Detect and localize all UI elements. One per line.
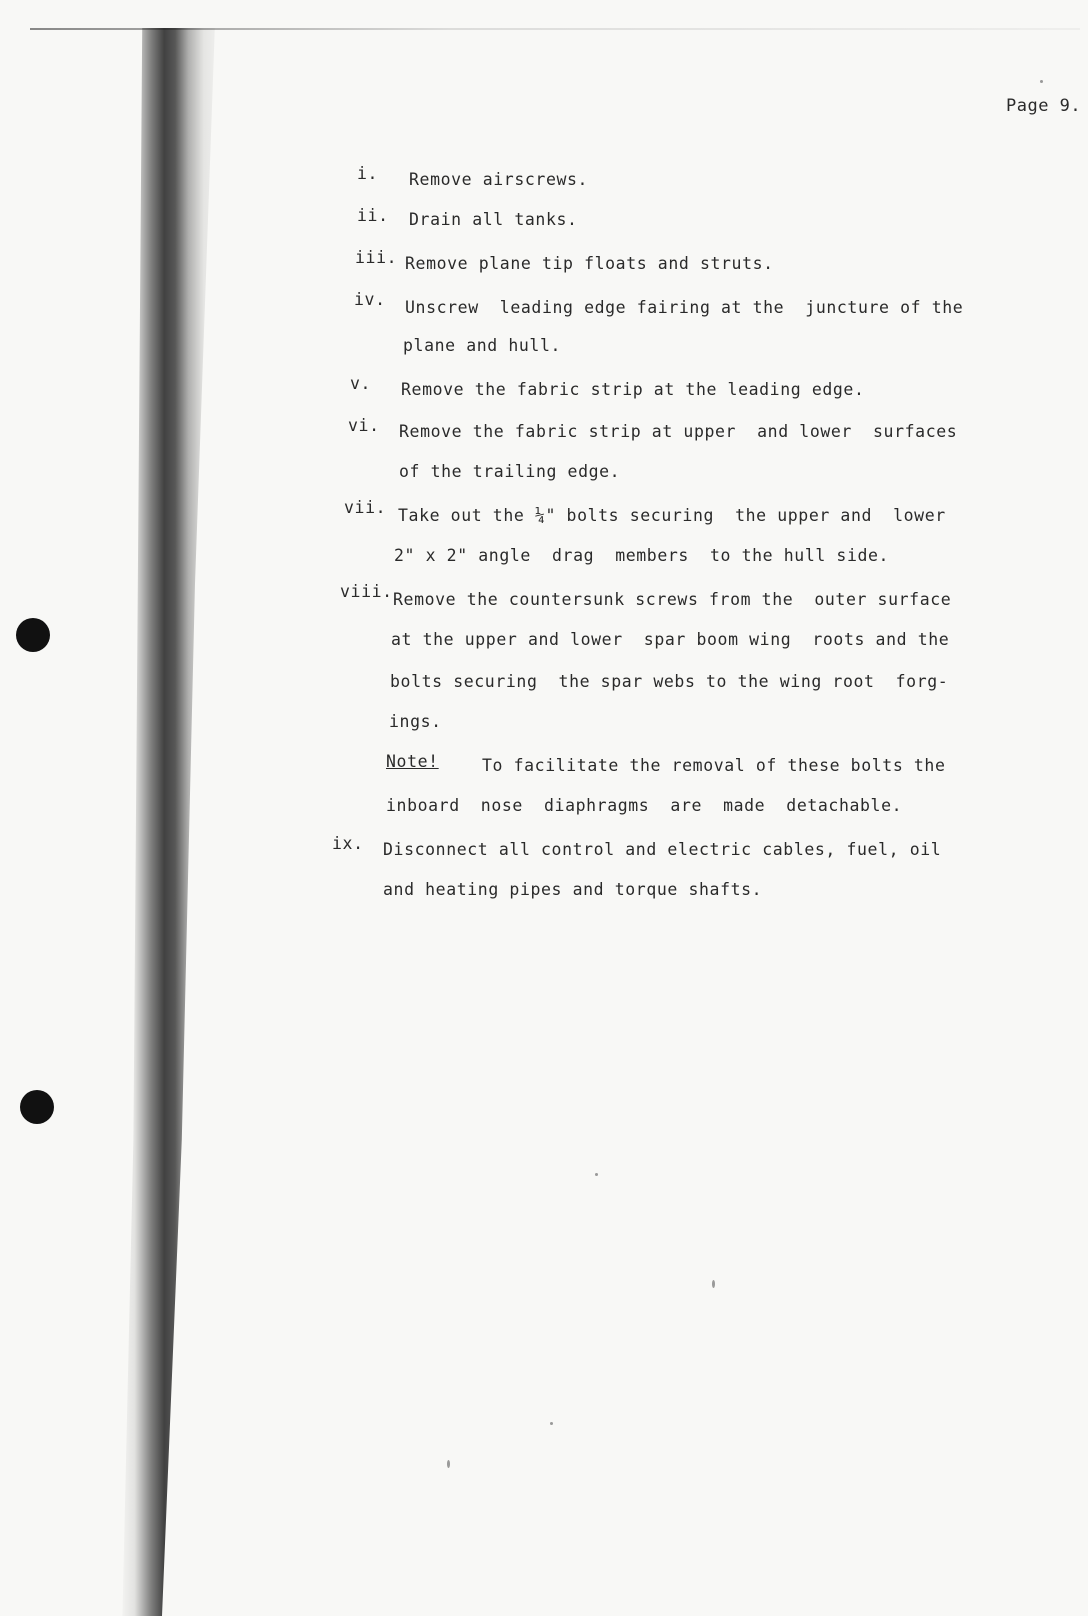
scan-speck: [595, 1173, 598, 1176]
item-text: 2" x 2" angle drag members to the hull side.: [394, 546, 890, 565]
scan-speck: [712, 1280, 715, 1288]
item-text: Unscrew leading edge fairing at the juncture of the: [405, 298, 964, 317]
scan-speck: [550, 1422, 553, 1425]
item-number: iii.: [355, 248, 398, 267]
item-text: Remove plane tip floats and struts.: [405, 254, 774, 273]
item-text: of the trailing edge.: [399, 462, 621, 481]
item-text: Remove the fabric strip at upper and lower surfaces: [399, 422, 958, 441]
page-number: Page 9.: [1006, 96, 1082, 116]
item-text: Take out the ¼" bolts securing the upper and lower: [398, 506, 946, 525]
item-text: Remove airscrews.: [409, 170, 589, 189]
note-text: inboard nose diaphragms are made detachable.: [386, 796, 903, 815]
scan-speck: [1040, 80, 1043, 83]
item-number: ix.: [332, 834, 364, 853]
item-number: iv.: [354, 290, 386, 309]
item-number: i.: [357, 164, 379, 183]
item-number: vii.: [344, 498, 387, 517]
item-number: viii.: [340, 582, 393, 601]
item-text: at the upper and lower spar boom wing roots and the: [391, 630, 950, 649]
scan-speck: [447, 1460, 450, 1468]
item-text: Remove the fabric strip at the leading edge.: [401, 380, 865, 399]
item-text: ings.: [389, 712, 442, 731]
note-text: To facilitate the removal of these bolts the: [482, 756, 946, 775]
item-number: vi.: [348, 416, 380, 435]
note-label: Note!: [386, 752, 439, 771]
item-number: ii.: [357, 206, 389, 225]
item-text: bolts securing the spar webs to the wing root forg-: [390, 672, 949, 691]
item-text: plane and hull.: [403, 336, 562, 355]
item-text: and heating pipes and torque shafts.: [383, 880, 763, 899]
item-text: Disconnect all control and electric cables, fuel, oil: [383, 840, 942, 859]
item-number: v.: [350, 374, 372, 393]
item-text: Drain all tanks.: [409, 210, 578, 229]
item-text: Remove the countersunk screws from the outer surface: [393, 590, 952, 609]
